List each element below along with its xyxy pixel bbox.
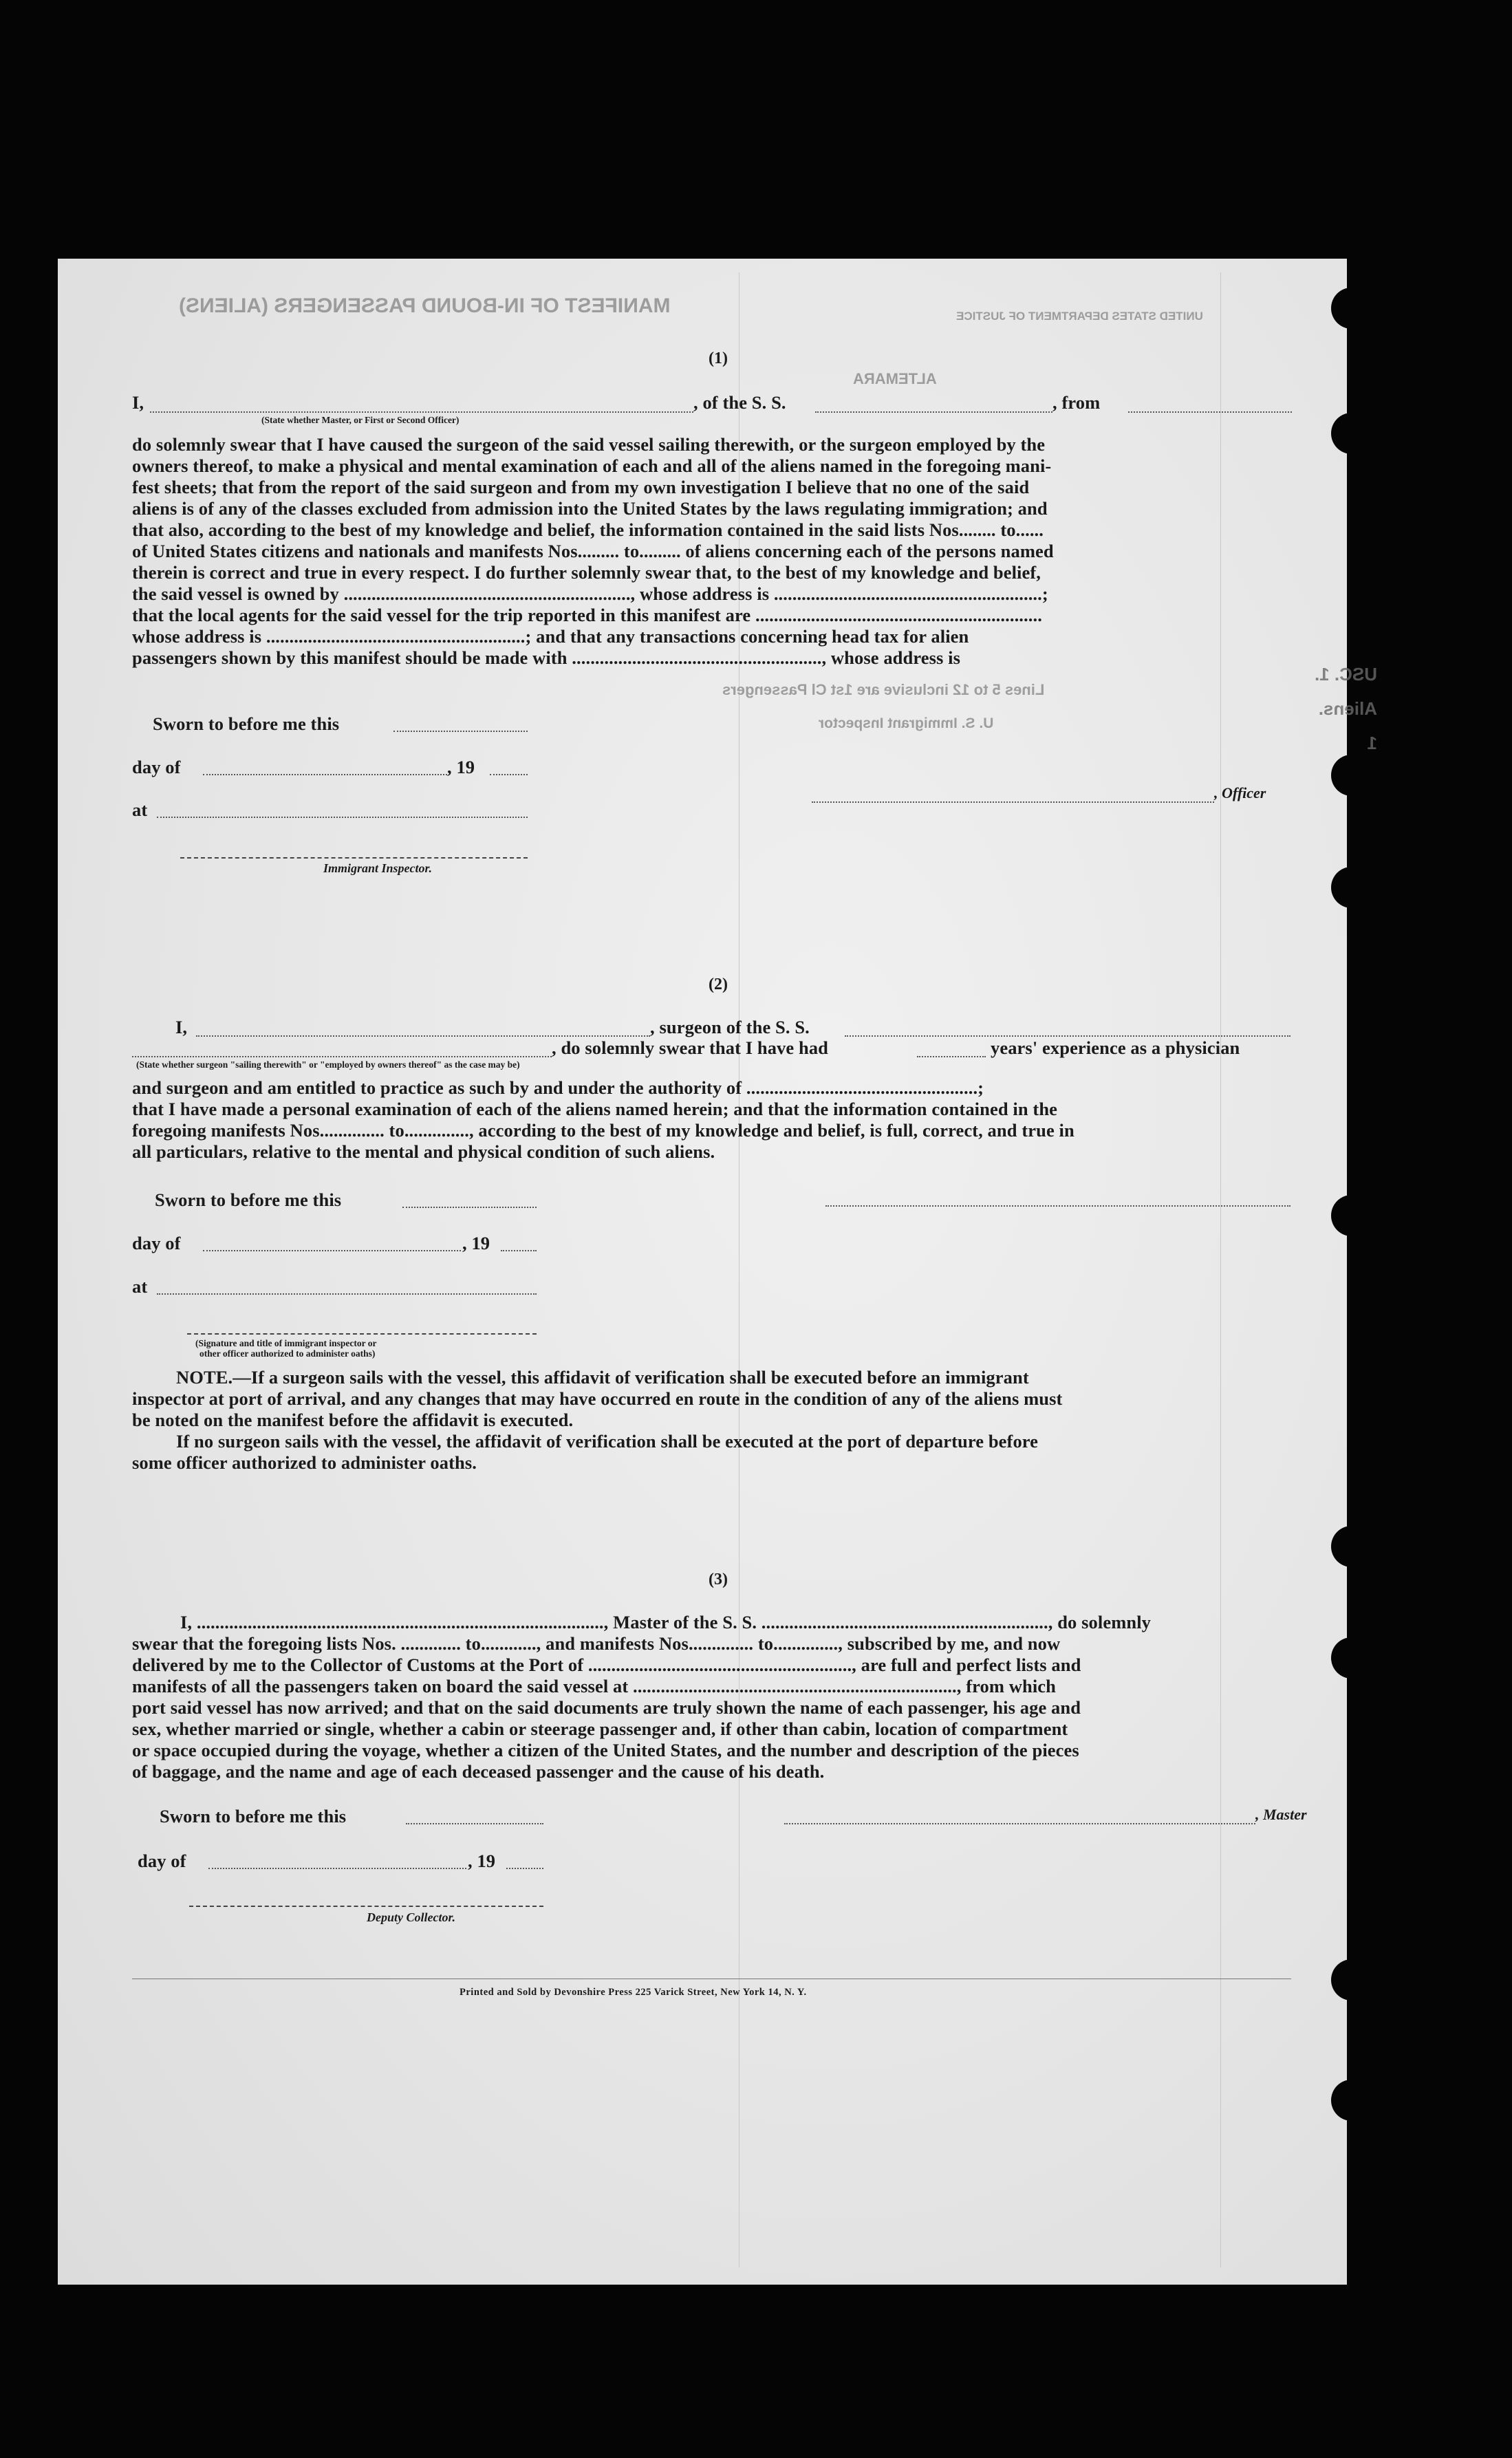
- s3-para-line: port said vessel has now arrived; and that on the said documents are truly shown the name of each passenger, his age and: [132, 1697, 1081, 1718]
- s3-year: , 19: [468, 1851, 496, 1871]
- s2-year: , 19: [462, 1233, 490, 1253]
- s3-master-field[interactable]: [784, 1823, 1255, 1824]
- section-1-heading: (1): [709, 349, 728, 367]
- punch-hole: [1331, 755, 1372, 796]
- printer-imprint: Printed and Sold by Devonshire Press 225 Varick Street, New York 14, N. Y.: [460, 1987, 807, 1998]
- s1-officer-label: , Officer: [1214, 784, 1266, 801]
- s1-para-line: of United States citizens and nationals and manifests Nos......... to......... of aliens concerning each of the persons named: [132, 541, 1054, 561]
- s2-do-solemnly: , do solemnly swear that I have had: [552, 1037, 829, 1058]
- s1-at: at: [132, 799, 148, 820]
- bleed-rule: [1220, 272, 1221, 2267]
- s1-para-line: that the local agents for the said vessel for the trip reported in this manifest are ..............................................................: [132, 605, 1042, 625]
- s1-officer-field[interactable]: [812, 801, 1214, 803]
- s2-para-line: that I have made a personal examination of each of the aliens named herein; and that the information contained in the: [132, 1099, 1058, 1119]
- s2-year-field[interactable]: [501, 1250, 537, 1251]
- s1-year: , 19: [447, 757, 475, 777]
- s3-master-label: , Master: [1255, 1806, 1307, 1823]
- bleed-handwritten: ALTEMARA: [853, 370, 937, 387]
- punch-hole: [1331, 867, 1372, 908]
- s3-day-field[interactable]: [208, 1868, 466, 1869]
- s1-para-line: passengers shown by this manifest should be made with ......................................................, whose address is: [132, 647, 961, 668]
- s1-i: I,: [132, 392, 144, 413]
- punch-hole: [1331, 288, 1372, 329]
- s2-note-line: NOTE.—If a surgeon sails with the vessel, this affidavit of verification shall be executed before an immigrant: [176, 1367, 1029, 1388]
- punch-hole: [1331, 1195, 1372, 1236]
- s2-years-exp: years' experience as a physician: [991, 1037, 1240, 1058]
- s1-year-field[interactable]: [490, 774, 528, 775]
- s2-at-field[interactable]: [157, 1293, 537, 1295]
- s2-note-line: be noted on the manifest before the affidavit is executed.: [132, 1410, 574, 1430]
- s1-of-ss: , of the S. S.: [693, 392, 786, 413]
- s1-para-line: whose address is ........................................................; and that any transactions concerning head tax for alien: [132, 626, 969, 647]
- s2-para-line: all particulars, relative to the mental and physical condition of such aliens.: [132, 1141, 715, 1162]
- s2-vessel-field[interactable]: [845, 1035, 1290, 1037]
- s1-para-line: fest sheets; that from the report of the said surgeon and from my own investigation I believe that no one of the said: [132, 477, 1030, 497]
- s2-name-field[interactable]: [196, 1035, 650, 1037]
- s3-para-line: or space occupied during the voyage, whether a citizen of the United States, and the number and description of the pieces: [132, 1740, 1079, 1760]
- s3-day-of: day of: [138, 1851, 186, 1871]
- s1-para-line: aliens is of any of the classes excluded from admission into the United States by the laws regulating immigration; and: [132, 498, 1048, 519]
- s1-inspector-line[interactable]: [180, 857, 528, 859]
- s1-name-field[interactable]: [150, 411, 693, 413]
- s3-para-line: sex, whether married or single, whether a cabin or steerage passenger and, if other than cabin, location of compartment: [132, 1718, 1068, 1739]
- s1-para-line: therein is correct and true in every respect. I do further solemnly swear that, to the best of my knowledge and belief,: [132, 562, 1041, 583]
- s3-sworn: Sworn to before me this: [160, 1806, 347, 1826]
- s1-day-field[interactable]: [203, 774, 447, 775]
- bleed-dept: UNITED STATES DEPARTMENT OF JUSTICE: [956, 310, 1203, 323]
- punch-hole: [1331, 1526, 1372, 1567]
- s1-para-line: owners thereof, to make a physical and mental examination of each and all of the aliens named in the foregoing mani-: [132, 455, 1052, 476]
- s1-at-field[interactable]: [157, 817, 528, 818]
- s3-para-line: of baggage, and the name and age of each deceased passenger and the cause of his death.: [132, 1761, 825, 1782]
- section-3-heading: (3): [709, 1571, 728, 1588]
- bleed-handwritten: Lines 5 to 12 inclusive are 1st Cl Passengers: [722, 681, 1045, 698]
- s3-para-line: swear that the foregoing lists Nos. ............. to............, and manifests Nos.............. to.............., subscribed by me, and now: [132, 1633, 1061, 1654]
- s3-deputy-line[interactable]: [189, 1906, 543, 1907]
- bleed-margin: USC. 1. Aliens. 1: [1314, 664, 1377, 753]
- s1-para-line: that also, according to the best of my knowledge and belief, the information contained in the said lists Nos........ to......: [132, 519, 1044, 540]
- bleed-handwritten: U. S. Immigrant Inspector: [819, 715, 994, 731]
- s2-note-line: inspector at port of arrival, and any changes that may have occurred en route in the condition of any of the aliens must: [132, 1388, 1063, 1409]
- bleed-title: MANIFEST OF IN-BOUND PASSENGERS (ALIENS): [179, 294, 671, 317]
- section-2-heading: (2): [709, 975, 728, 993]
- s3-year-field[interactable]: [506, 1868, 543, 1869]
- punch-hole: [1331, 1959, 1372, 2001]
- s2-signature-field[interactable]: [825, 1205, 1290, 1207]
- s3-para-line: I, ........................................................................................, Master of the S. S. .............................................................., do solemnly: [180, 1612, 1152, 1632]
- punch-hole: [1331, 2080, 1372, 2121]
- s1-vessel-field[interactable]: [815, 411, 1052, 413]
- s2-at: at: [132, 1276, 148, 1297]
- s3-para-line: delivered by me to the Collector of Customs at the Port of ........................................................., are full and perfect lists and: [132, 1654, 1081, 1675]
- s1-from-field[interactable]: [1128, 411, 1292, 413]
- s3-sworn-field[interactable]: [406, 1823, 543, 1824]
- s1-sworn: Sworn to before me this: [153, 713, 340, 734]
- s1-para-line: do solemnly swear that I have caused the surgeon of the said vessel sailing therewith, or the surgeon employed by the: [132, 434, 1046, 455]
- s2-caption: (State whether surgeon "sailing therewith" or "employed by owners thereof" as the case may be): [136, 1059, 520, 1070]
- s1-sworn-field[interactable]: [393, 731, 528, 732]
- s2-sworn-field[interactable]: [402, 1207, 537, 1208]
- s2-years-field[interactable]: [917, 1056, 986, 1057]
- s2-para-line: foregoing manifests Nos.............. to.............., according to the best of my knowledge and belief, is full, correct, and true in: [132, 1120, 1074, 1141]
- s2-day-field[interactable]: [203, 1250, 461, 1251]
- s2-note-line: If no surgeon sails with the vessel, the affidavit of verification shall be executed at the port of departure before: [176, 1431, 1039, 1452]
- s2-sig-caption: other officer authorized to administer oaths): [199, 1348, 376, 1359]
- s2-sworn: Sworn to before me this: [155, 1189, 342, 1210]
- s2-i: I,: [175, 1017, 188, 1037]
- s1-caption: (State whether Master, or First or Second Officer): [261, 415, 460, 425]
- s2-para-line: and surgeon and am entitled to practice as such by and under the authority of ..................................................;: [132, 1077, 984, 1098]
- s3-deputy-label: Deputy Collector.: [367, 1910, 455, 1924]
- s2-status-field[interactable]: [132, 1056, 552, 1057]
- s2-day-of: day of: [132, 1233, 181, 1253]
- s1-from: , from: [1052, 392, 1101, 413]
- s2-surgeon-of: , surgeon of the S. S.: [650, 1017, 810, 1037]
- punch-hole: [1331, 413, 1372, 454]
- s2-note-line: some officer authorized to administer oaths.: [132, 1452, 477, 1473]
- punch-hole: [1331, 1637, 1372, 1679]
- s1-inspector-label: Immigrant Inspector.: [323, 861, 433, 875]
- s3-para-line: manifests of all the passengers taken on board the said vessel at ......................................................................, from which: [132, 1676, 1056, 1696]
- s2-sig-caption: (Signature and title of immigrant inspector or: [195, 1338, 377, 1348]
- s1-para-line: the said vessel is owned by .............................................................., whose address is ..........................................................;: [132, 583, 1048, 604]
- s2-inspector-line[interactable]: [187, 1333, 537, 1335]
- s1-day-of: day of: [132, 757, 181, 777]
